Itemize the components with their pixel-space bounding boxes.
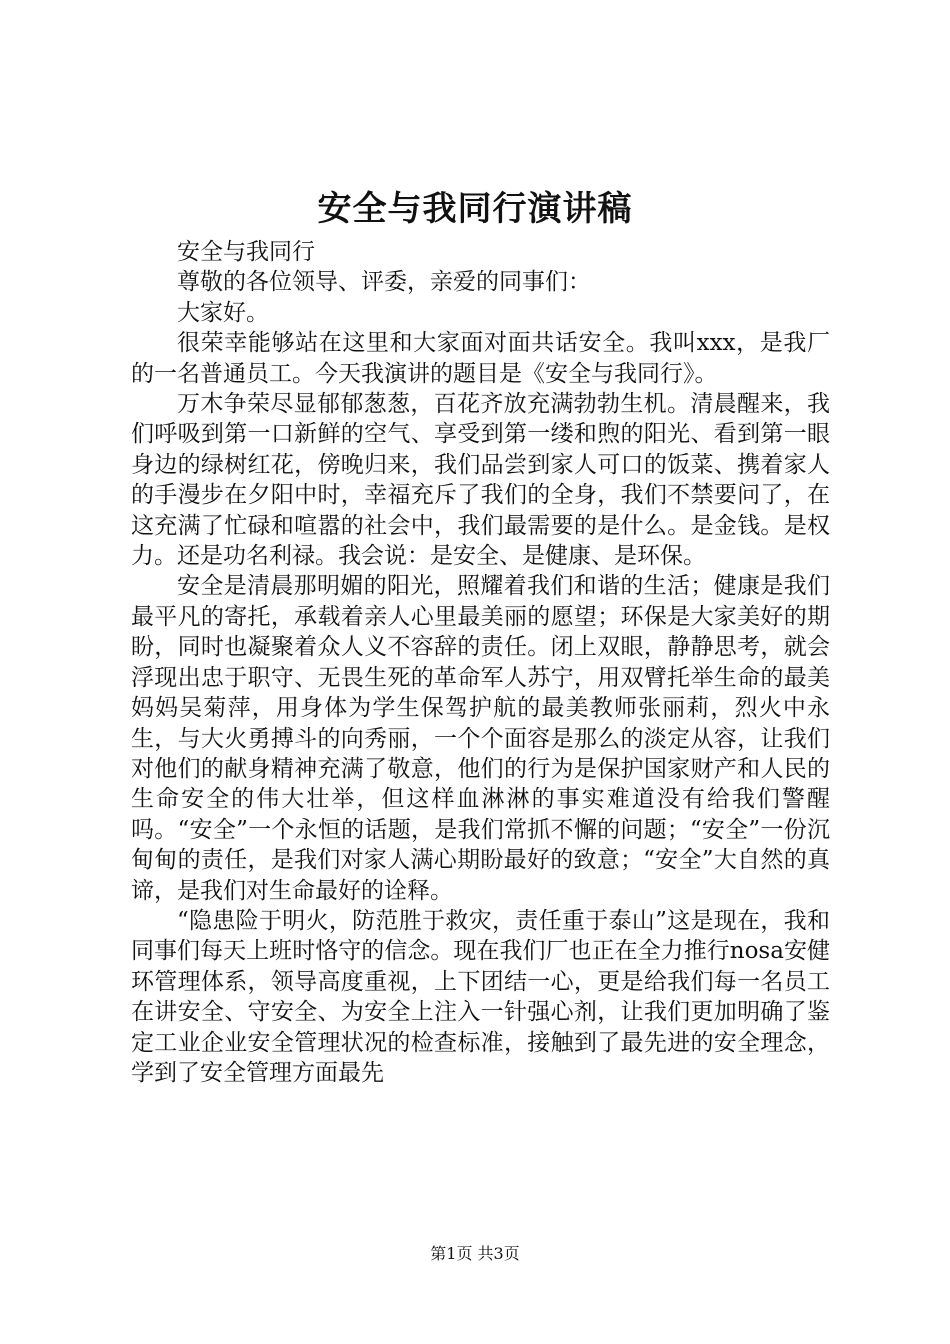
- paragraph-greeting: 大家好。: [177, 299, 269, 326]
- document-body: [131, 237, 830, 1088]
- page-indicator: 第1页 共3页: [430, 1244, 520, 1263]
- paragraph-safety-meaning: 安全是清晨那明媚的阳光，照耀着我们和谐的生活；健康是我们最平凡的寄托，承载着亲人心里最美丽的愿望；环保是大家美好的期盼，同时也凝聚着众人义不容辞的责任。闭上双眼，静静思考，就会浮现出忠于职守、无畏生死的革命军人苏宁，用双臂托举生命的最美妈妈吴菊萍，用身体为学生保驾护航的最美教师张丽莉，烈火中永生，与大火勇搏斗的向秀丽，一个个面容是那么的淡定从容，让我们对他们的献身精神充满了敬意，他们的行为是保护国家财产和人民的生命安全的伟大壮举，但这样血淋淋的事实难道没有给我们警醒吗。“安全”一个永恒的话题，是我们常抓不懈的问题；“安全”一份沉甸甸的责任，是我们对家人满心期盼最好的致意；“安全”大自然的真谛，是我们对生命最好的诠释。: [131, 573, 830, 904]
- paragraph-subtitle: 安全与我同行: [177, 239, 315, 265]
- paragraph-hazards: “隐患险于明火，防范胜于救灾，责任重于泰山”这是现在，我和同事们每天上班时恪守的信念。现在我们厂也正在全力推行nosa安健环管理体系，领导高度重视，上下团结一心，更是给我们每一名员工在讲安全、守安全、为安全上注入一针强心剂，让我们更加明确了鉴定工业企业安全管理状况的检查标准，接触到了最先进的安全理念，学到了安全管理方面最先: [131, 907, 830, 1086]
- paragraph-salutation: 尊敬的各位领导、评委，亲爱的同事们：: [177, 269, 591, 296]
- paragraph-morning: 万木争荣尽显郁郁葱葱，百花齐放充满勃勃生机。清晨醒来，我们呼吸到第一口新鲜的空气、享受到第一缕和煦的阳光、看到第一眼身边的绿树红花，傍晚归来，我们品尝到家人可口的饭菜、携着家人的手漫步在夕阳中时，幸福充斥了我们的全身，我们不禁要问了，在这充满了忙碌和喧嚣的社会中，我们最需要的是什么。是金钱。是权力。还是功名利禄。我会说：是安全、是健康、是环保。: [131, 391, 830, 570]
- paragraph-introduction: 很荣幸能够站在这里和大家面对面共话安全。我叫xxx，是我厂的一名普通员工。今天我演讲的题目是《安全与我同行》。: [131, 330, 830, 387]
- document-title: 安全与我同行演讲稿: [317, 189, 633, 229]
